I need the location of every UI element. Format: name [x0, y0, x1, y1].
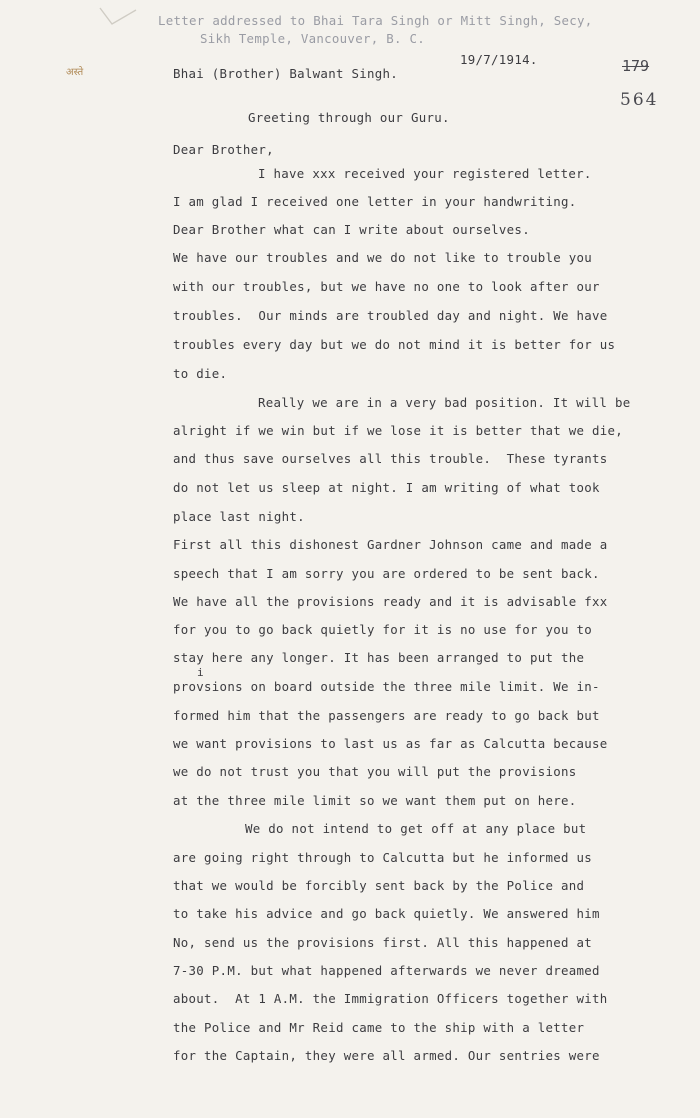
- body-line: we do not trust you that you will put the provisions: [173, 764, 577, 779]
- body-line: with our troubles, but we have no one to look after our: [173, 279, 600, 294]
- body-line: Dear Brother what can I write about ourselves.: [173, 222, 530, 237]
- salutation-line: Dear Brother,: [173, 142, 274, 157]
- addressee-line: Bhai (Brother) Balwant Singh.: [173, 66, 399, 81]
- body-line: I have xxx received your registered letter.: [258, 166, 592, 181]
- body-line: place last night.: [173, 509, 305, 524]
- body-line: for the Captain, they were all armed. Our sentries were: [173, 1048, 600, 1063]
- body-line: about. At 1 A.M. the Immigration Officers together with: [173, 991, 608, 1006]
- body-line: speech that I am sorry you are ordered to be sent back.: [173, 566, 600, 581]
- body-line: do not let us sleep at night. I am writing of what took: [173, 480, 600, 495]
- greeting-line: Greeting through our Guru.: [248, 110, 450, 125]
- body-line: and thus save ourselves all this trouble. These tyrants: [173, 451, 608, 466]
- body-line: that we would be forcibly sent back by the Police and: [173, 878, 585, 893]
- paper-crease-mark: [98, 6, 138, 26]
- body-line: provsions on board outside the three mile limit. We in-: [173, 679, 600, 694]
- body-line: at the three mile limit so we want them put on here.: [173, 793, 577, 808]
- body-line: troubles every day but we do not mind it is better for us: [173, 337, 616, 352]
- body-line: are going right through to Calcutta but he informed us: [173, 850, 593, 865]
- insert-mark: i: [197, 666, 204, 679]
- header-line-2: Sikh Temple, Vancouver, B. C.: [200, 31, 426, 46]
- body-line: troubles. Our minds are troubled day and night. We have: [173, 308, 608, 323]
- body-line: for you to go back quietly for it is no use for you to: [173, 622, 593, 637]
- body-line: No, send us the provisions first. All this happened at: [173, 935, 593, 950]
- body-line: 7-30 P.M. but what happened afterwards we never dreamed: [173, 963, 600, 978]
- body-line: We have our troubles and we do not like to trouble you: [173, 250, 593, 265]
- body-line: formed him that the passengers are ready to go back but: [173, 708, 600, 723]
- body-line: We have all the provisions ready and it is advisable fxx: [173, 594, 608, 609]
- body-line: alright if we win but if we lose it is better that we die,: [173, 423, 624, 438]
- body-line: stay here any longer. It has been arranged to put the: [173, 650, 585, 665]
- margin-annotation: अस्ते: [66, 67, 84, 78]
- body-line: First all this dishonest Gardner Johnson came and made a: [173, 537, 608, 552]
- page-number: 564: [620, 90, 659, 110]
- body-line: We do not intend to get off at any place but: [245, 821, 587, 836]
- letter-date: 19/7/1914.: [460, 52, 538, 67]
- body-line: I am glad I received one letter in your handwriting.: [173, 194, 577, 209]
- header-line-1: Letter addressed to Bhai Tara Singh or Mitt Singh, Secy,: [158, 13, 593, 28]
- body-line: Really we are in a very bad position. It will be: [258, 395, 631, 410]
- body-line: to die.: [173, 366, 228, 381]
- body-line: the Police and Mr Reid came to the ship with a letter: [173, 1020, 585, 1035]
- body-line: to take his advice and go back quietly. We answered him: [173, 906, 600, 921]
- reference-number: 179: [622, 57, 650, 75]
- body-line: we want provisions to last us as far as Calcutta because: [173, 736, 608, 751]
